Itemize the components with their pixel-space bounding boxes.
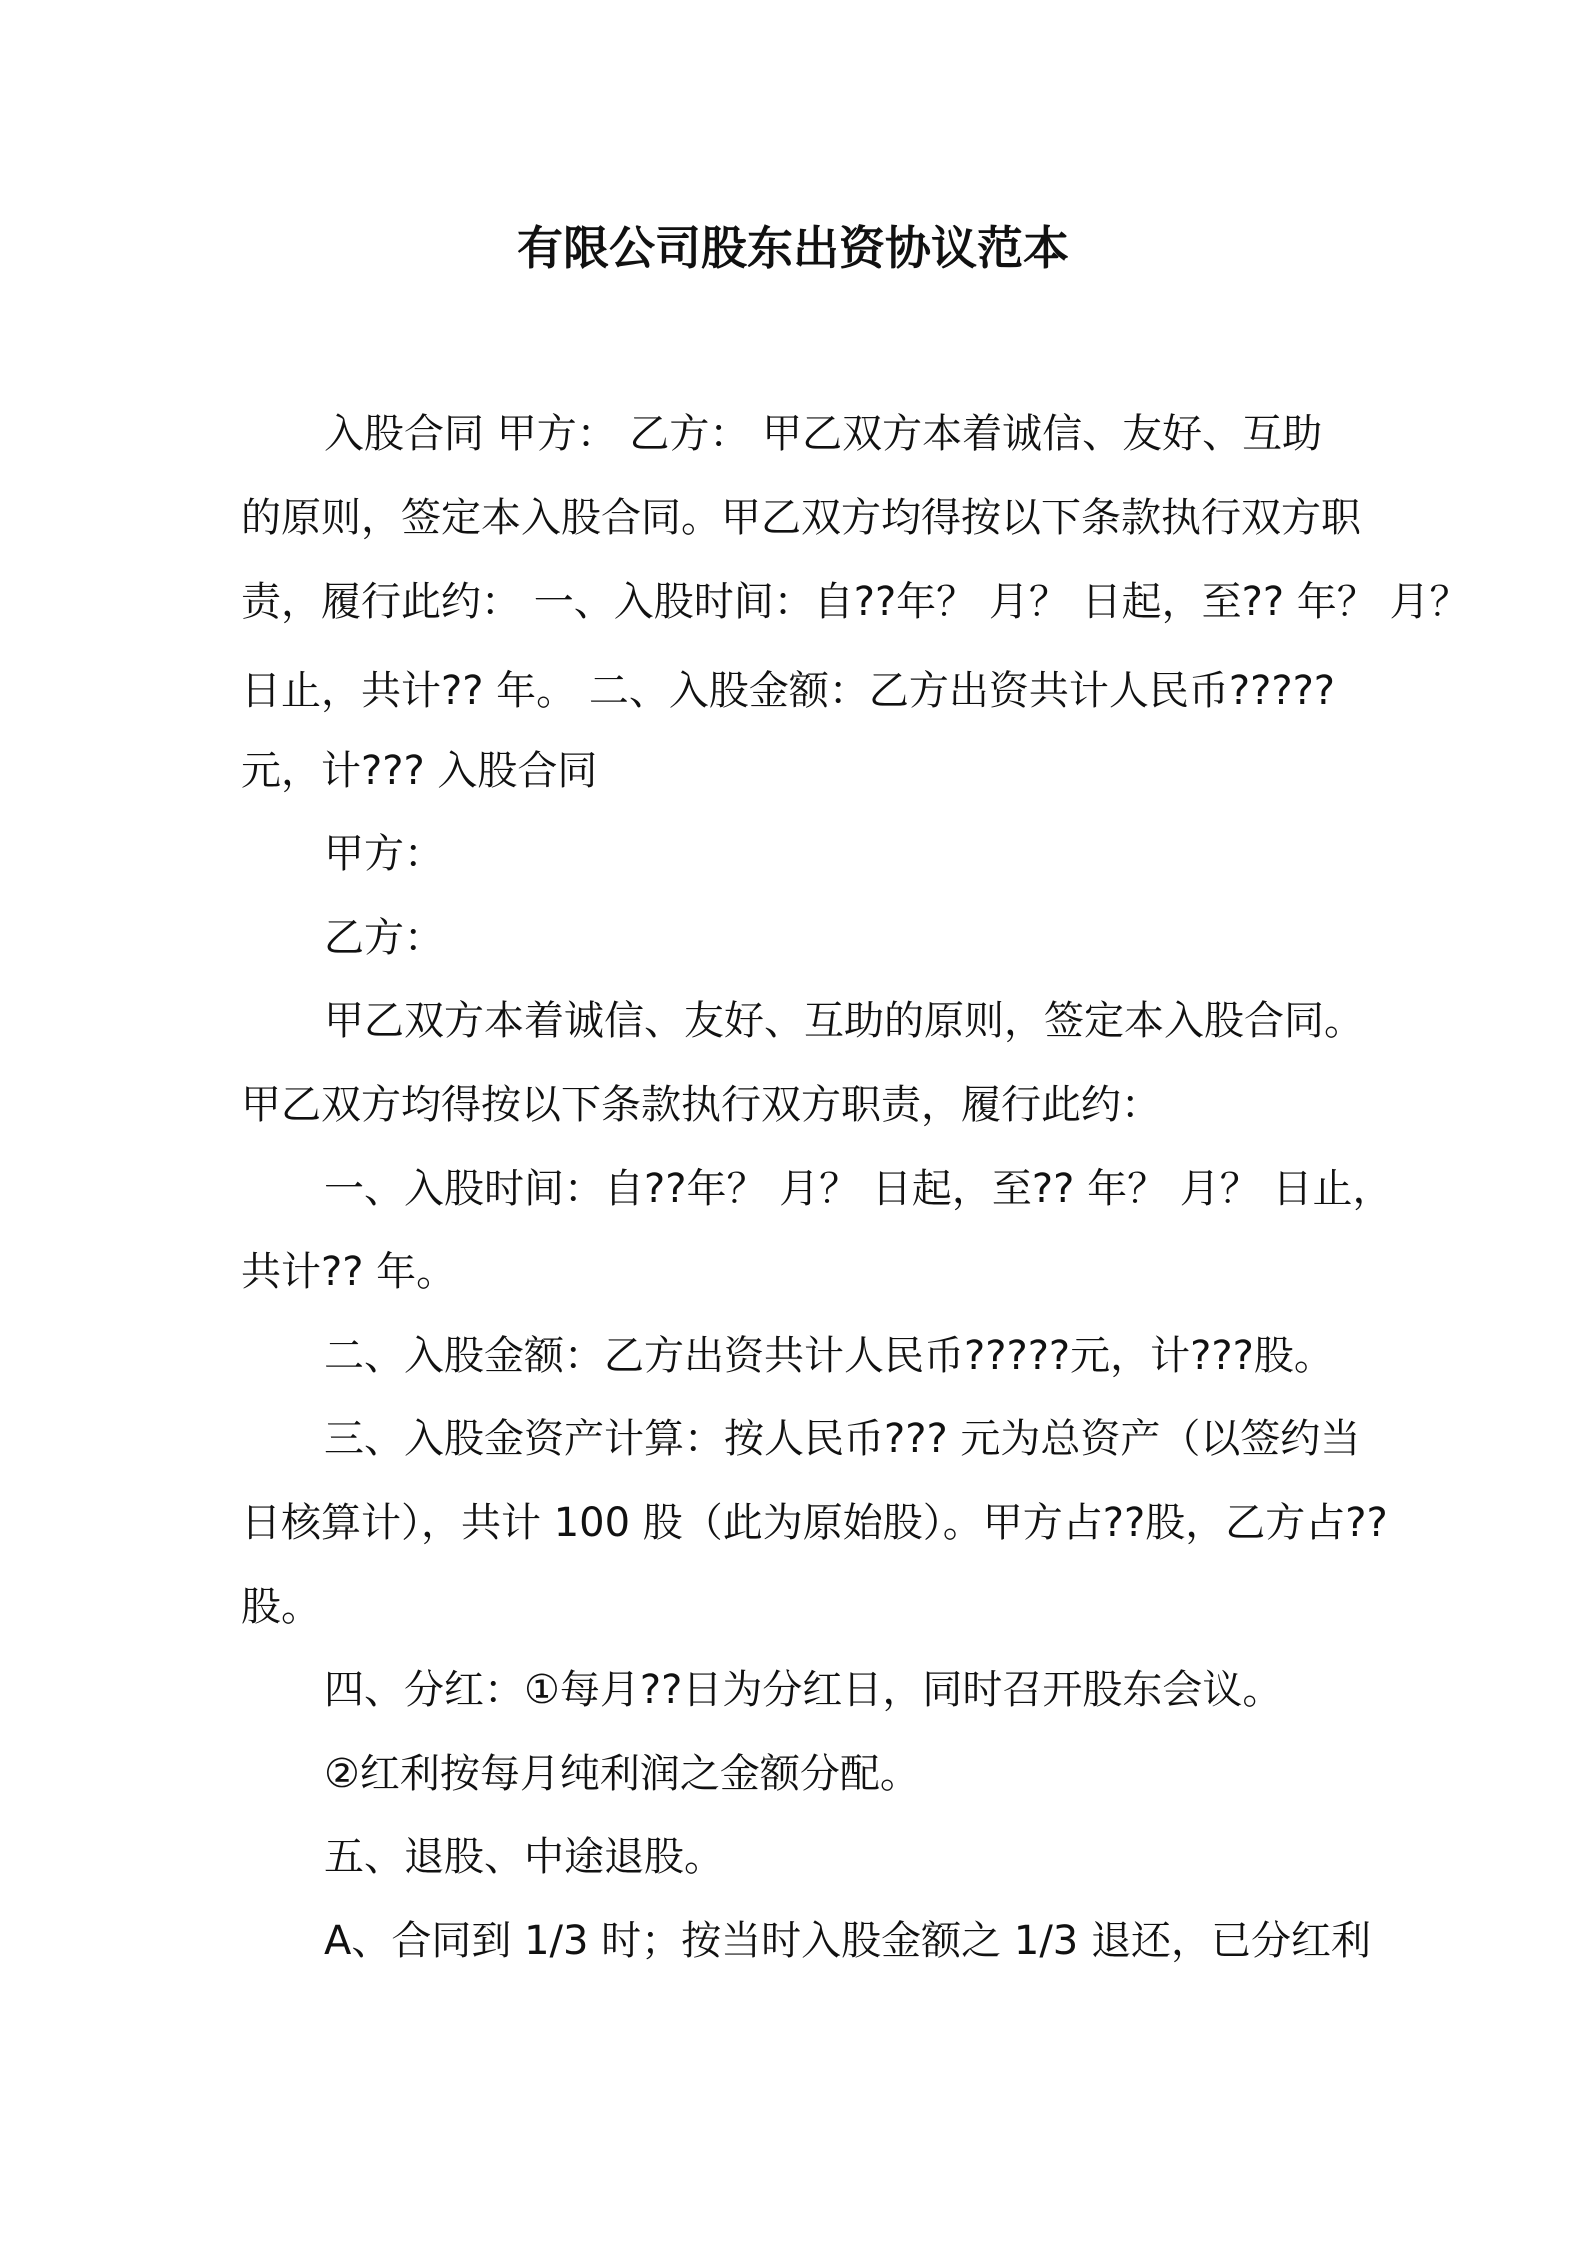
paragraph-line: 甲乙双方本着诚信、友好、互助的原则，签定本入股合同。 (324, 998, 1364, 1044)
paragraph-line: 甲乙双方均得按以下条款执行双方职责，履行此约： (241, 1082, 1161, 1128)
paragraph-line: 元，计??? 入股合同 (241, 748, 598, 794)
paragraph-line: 一、入股时间：自??年？ 月？ 日起，至?? 年？ 月？ 日止， (324, 1166, 1393, 1212)
paragraph-line: 二、入股金额：乙方出资共计人民币?????元，计???股。 (324, 1333, 1334, 1379)
paragraph-line: 四、分红：①每月??日为分红日，同时召开股东会议。 (324, 1667, 1283, 1713)
paragraph-line: 日止，共计?? 年。 二、入股金额：乙方出资共计人民币????? (241, 668, 1336, 714)
paragraph-line: ②红利按每月纯利润之金额分配。 (324, 1751, 920, 1797)
paragraph-line: A、合同到 1/3 时；按当时入股金额之 1/3 退还，已分红利 (324, 1918, 1371, 1964)
paragraph-line: 共计?? 年。 (241, 1249, 457, 1295)
paragraph-line: 五、退股、中途退股。 (324, 1834, 724, 1880)
paragraph-line: 日核算计），共计 100 股（此为原始股）。甲方占??股，乙方占?? (241, 1500, 1388, 1546)
paragraph-line: 甲方： (324, 831, 444, 877)
paragraph-line: 责，履行此约： 一、入股时间：自??年？ 月？ 日起，至?? 年？ 月？ (241, 579, 1470, 625)
paragraph-line: 股。 (241, 1584, 321, 1630)
paragraph-line: 入股合同 甲方： 乙方： 甲乙双方本着诚信、友好、互助 (324, 411, 1323, 457)
document-title: 有限公司股东出资协议范本 (517, 221, 1069, 275)
paragraph-line: 三、入股金资产计算：按人民币??? 元为总资产（以签约当 (324, 1416, 1361, 1462)
paragraph-line: 的原则，签定本入股合同。甲乙双方均得按以下条款执行双方职 (241, 495, 1361, 541)
paragraph-line: 乙方： (324, 915, 444, 961)
